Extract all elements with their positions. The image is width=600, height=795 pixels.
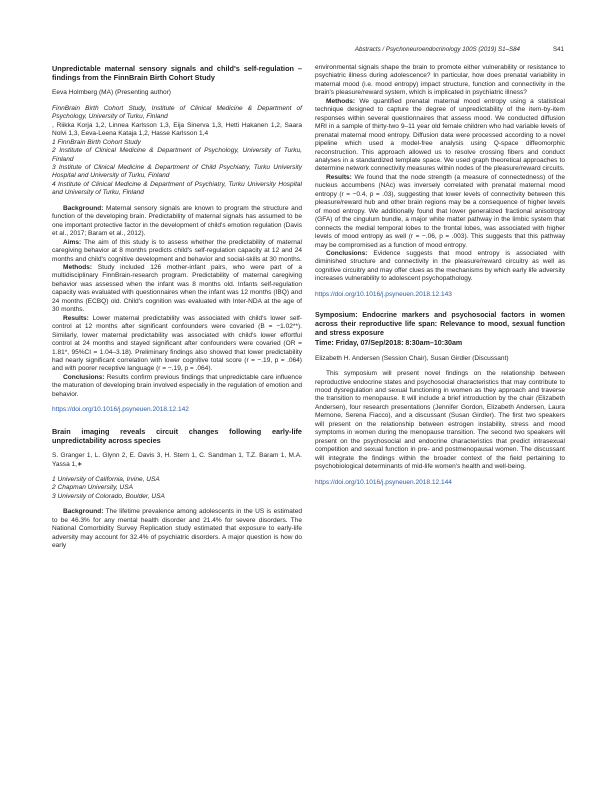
abstract1-presenter: Eeva Holmberg (MA) (Presenting author) [52,89,171,97]
abstract2-title: Brain imaging reveals circuit changes following early-life unpredictability across species [52,426,302,445]
abstract1-affiliation-1: 1 FinnBrain Birth Cohort Study [52,138,141,146]
symposium-chairs: Elizabeth H. Andersen (Session Chair), Susan Girdler (Discussant) [315,354,509,362]
abstract2-affiliation-2: 2 Chapman University, USA [52,484,134,492]
journal-header: Abstracts / Psychoneuroendocrinology 100S (2019) S1–S84 [354,46,520,53]
abstract2-results: Results: We found that the node strength (a measure of connectedness) of the nucleus accumbens (NAc) was inversely correlated with prenatal maternal mood entropy (r = −0.4, p = .03), suggesting that lower levels of connectivity between this pleasure/reward hub and other brain regions may be a consequence of higher levels of mood entropy. We additionally found that lower generalized fractional anisotropy (GFA) of the cingulum bundle, a major white matter pathway in the limbic system that connects the medial temporal lobes to the frontal lobes, was associated with higher levels of mood entropy as well (r = −.06, p = .003). This suggests that this pathway may be compromised as a function of mood entropy. [315,173,565,249]
abstract2-background-continued: environmental signals shape the brain to promote either vulnerability or resistance to psychiatric illness during adolescence? In particular, how does prenatal variability in maternal mood (i.e. mood entropy) impact structure, function and connectivity in the brain's pleasure/reward system, which is implicated in psychiatric illness? [315,64,565,97]
abstract1-conclusions: Conclusions: Results confirm previous findings that unpredictable care influence the maturation of developing brain involved especially in the regulation of emotion and behavior. [52,373,302,398]
symposium-time: Time: Friday, 07/Sep/2018: 8:30am–10:30am [315,338,463,347]
left-column [52,64,302,551]
right-column [315,64,565,487]
abstract1-methods: Methods: Study included 126 mother-infant pairs, who were part of a multidisciplinary FinnBrain-research program. Predictability of maternal caregiving behavior was assessed when the infant was 8 months old. Infants self-regulation capacity was evaluated with questionnaires when the infant was 12 months (IBQ) and 24 months (ECBQ) old. Child's cognition was evaluated with Inter-NDA at the age of 30 months. [52,264,302,314]
abstract1-aims: Aims: The aim of this study is to assess whether the predictability of maternal caregiving behavior at 8 months predicts child's self-regulation capacity at 12 and 24 months and child's cognitive development and behavior and social-skills at 30 months. [52,238,303,263]
symposium-doi-link[interactable]: https://doi.org/10.1016/j.psyneuen.2018.12.144 [315,478,452,486]
symposium-description: This symposium will present novel findings on the relationship between reproductive endocrine states and psychosocial characteristics that may contribute to mood dysregulation and sexual functioning in women as they approach and traverse the transition to menopause. It will include a brief introduction by the chair (Elizabeth Andersen), four research presentations (Jennifer Gordon, Elizabeth Andersen, Laura Mernone, Serena Fiacco), and a discussant (Susan Girdler). The first two speakers will present on the relationship between estrogen instability, stress and mood symptoms in women during the menopause transition. The second two speakers will present on the psychosocial and endocrine characteristics that predict intrasexual competition and sexual function in pre- and postmenopausal women. The discussant will integrate the findings within the broader context of the field pertaining to psychobiological determinants of mid-life women's health and well-being. [315,370,565,471]
abstract2-affiliation-1: 1 University of California, Irvine, USA [52,476,160,484]
running-header [0,46,600,58]
abstract1-authors: , Riikka Korja 1,2, Linnea Karlsson 1,3, Eija Sinerva 1,3, Hetti Hakanen 1,2, Saara Nolvi 1,3, Eeva-Leena Kataja 1,2, Hasse Karlsson 1,4 [52,121,302,138]
symposium-title: Symposium: Endocrine markers and psychosocial factors in women across their reproductive life span: Relevance to mood, sexual function and stress exposure [315,311,565,338]
abstract2-background: Background: The lifetime prevalence among adolescents in the US is estimated to be 46.3% for any mental health disorder and 21.4% for severe disorders. The National Comorbidity Survey Replication study estimated that exposure to early-life adversity may account for 32.4% of psychiatric disorders. A major question is how do early [52,508,302,550]
abstract1-affiliation-main: FinnBrain Birth Cohort Study, Institute of Clinical Medicine & Department of Psychology, University of Turku, Finland [52,104,302,121]
abstract1-title: Unpredictable maternal sensory signals and child's self-regulation – findings from the FinnBrain Birth Cohort Study [52,64,302,83]
abstract2-affiliation-3: 3 University of Colorado, Boulder, USA [52,492,165,500]
abstract2-doi-link[interactable]: https://doi.org/10.1016/j.psyneuen.2018.12.143 [315,290,452,298]
page-number: S41 [552,46,564,53]
abstract1-background: Background: Maternal sensory signals are known to program the structure and function of the developing brain. Predictability of maternal signals has assumed to be one important protective factor in the development of child's emotion regulation (Davis et al., 2017; Baram et al., 2012). [52,204,302,238]
abstract1-doi-link[interactable]: https://doi.org/10.1016/j.psyneuen.2018.12.142 [52,406,189,414]
abstract1-results: Results: Lower maternal predictability was associated with child's lower self-control at 12 months after significant confounders were covaried (B = −1.02**). Similarly, lower maternal predictability was associated with child's lower effortful control at 24 months and stayed significant after confounders were covaried (OR = 1.81*, 95%CI = 1.04–3.18). Preliminary findings also showed that lower predictability had nearly significant correlation with lower cognitive total score (r = −.19, p = .064) and with poorer receptive language (r = −.19, p = .064). [52,314,302,373]
abstract2-methods: Methods: We quantified prenatal maternal mood entropy using a statistical technique designed to capture the degree of unpredictability of the item-by-item responses within several questionnaires that assess mood. We conducted diffusion MRI in a sample of thirty-two 9–11 year old female children who had variable levels of prenatal maternal mood entropy. Diffusion data were processed according to a novel pipeline which used a model-free analysis using Q-space diffeomorphic reconstruction. This approach allowed us to resolve crossing fibers and conduct analyses in a standardized template space. We used graph theoretical approaches to determine network connectivity measures within nodes of the pleasure/reward circuits. [315,97,565,173]
abstract1-affiliation-4: 4 Institute of Clinical Medicine & Department of Psychiatry, Turku University Hospital and University of Turku, Finland [52,180,302,197]
abstract1-affiliation-3: 3 Institute of Clinical Medicine & Department of Child Psychiatry, Turku University Hospital and University of Turku, Finland [52,164,302,180]
abstract1-affiliation-2: 2 Institute of Clinical Medicine & Department of Psychology, University of Turku, Finland [52,147,302,163]
abstract2-conclusions: Conclusions: Evidence suggests that mood entropy is associated with diminished structure and connectivity in the pleasure/reward circuitry as well as cognitive circuitry and may offer clues as the mechanisms by which early life adversity increases vulnerability to adolescent psychopathology. [315,249,565,283]
abstract2-authors: S. Granger 1, L. Glynn 2, E. Davis 3, H. Stern 1, C. Sandman 1, T.Z. Baram 1, M.A. Yassa 1,∗ [52,452,302,468]
